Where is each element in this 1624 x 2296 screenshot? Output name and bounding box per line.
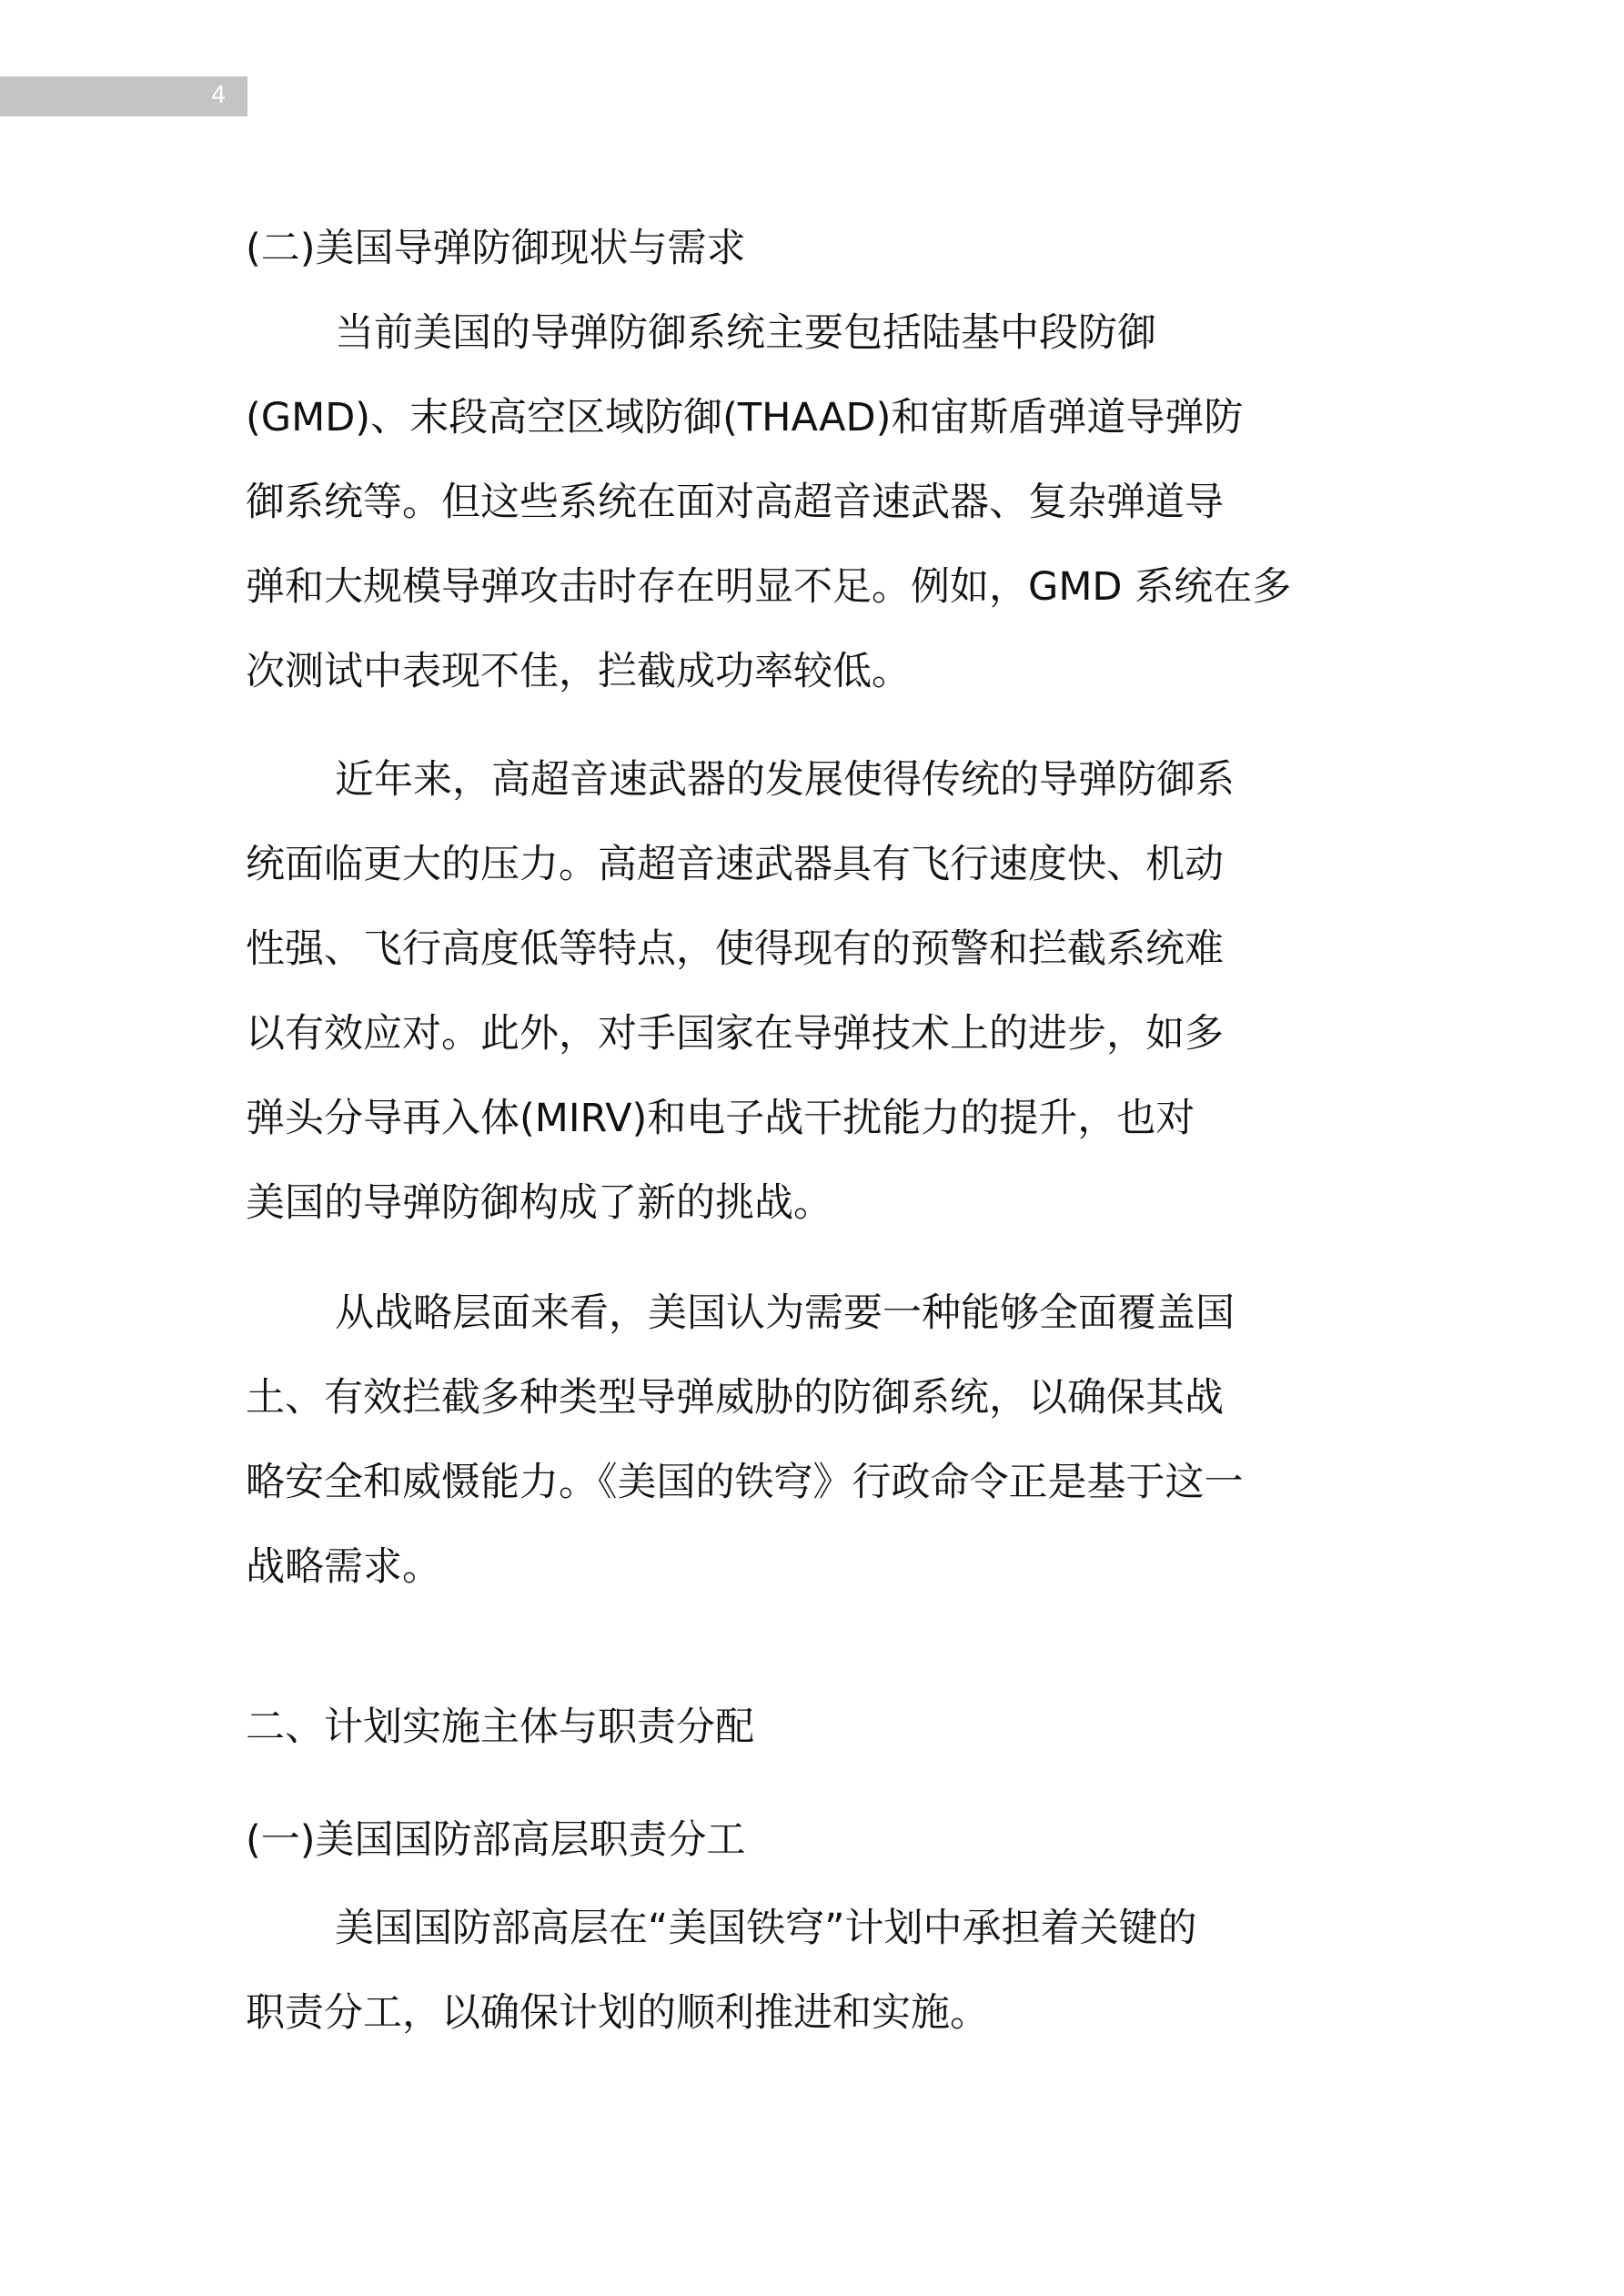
text-line: 美国国防部高层在“美国铁穹”计划中承担着关键的 — [335, 1906, 1197, 1951]
paragraph-dod-roles — [246, 1886, 1197, 2056]
text-line: 当前美国的导弹防御系统主要包括陆基中段防御 — [335, 310, 1156, 356]
text-line: 美国的导弹防御构成了新的挑战。 — [246, 1180, 832, 1226]
text-line: (GMD)、末段高空区域防御(THAAD)和宙斯盾弹道导弹防 — [246, 395, 1244, 440]
text-line: 战略需求。 — [246, 1544, 441, 1590]
text-line: 以有效应对。此外，对手国家在导弹技术上的进步，如多 — [246, 1011, 1224, 1057]
text-line: 土、有效拦截多种类型导弹威胁的防御系统，以确保其战 — [246, 1375, 1224, 1421]
page-number: 4 — [211, 82, 227, 109]
text-line: 弹头分导再入体(MIRV)和电子战干扰能力的提升，也对 — [246, 1096, 1195, 1141]
text-line: 职责分工，以确保计划的顺利推进和实施。 — [246, 1990, 989, 2036]
section-heading-implementation: 二、计划实施主体与职责分配 — [246, 1704, 754, 1750]
text-line: 略安全和威慑能力。《美国的铁穹》行政命令正是基于这一 — [246, 1460, 1244, 1505]
text-line: 性强、飞行高度低等特点，使得现有的预警和拦截系统难 — [246, 926, 1224, 972]
paragraph-strategic-need — [246, 1271, 1244, 1610]
text-line: 从战略层面来看，美国认为需要一种能够全面覆盖国 — [335, 1290, 1235, 1336]
text-line: 次测试中表现不佳，拦截成功率较低。 — [246, 649, 911, 694]
text-line: 弹和大规模导弹攻击时存在明显不足。例如，GMD 系统在多 — [246, 564, 1292, 610]
text-line: 御系统等。但这些系统在面对高超音速武器、复杂弹道导 — [246, 480, 1224, 525]
subsection-heading-dod-responsibilities: (一)美国国防部高层职责分工 — [246, 1817, 746, 1863]
text-line: 近年来，高超音速武器的发展使得传统的导弹防御系 — [335, 757, 1235, 803]
paragraph-current-systems — [246, 291, 1291, 714]
section-heading-missile-defense-status: (二)美国导弹防御现状与需求 — [246, 226, 746, 271]
text-line: 统面临更大的压力。高超音速武器具有飞行速度快、机动 — [246, 842, 1224, 887]
paragraph-hypersonic-threats — [246, 738, 1235, 1246]
